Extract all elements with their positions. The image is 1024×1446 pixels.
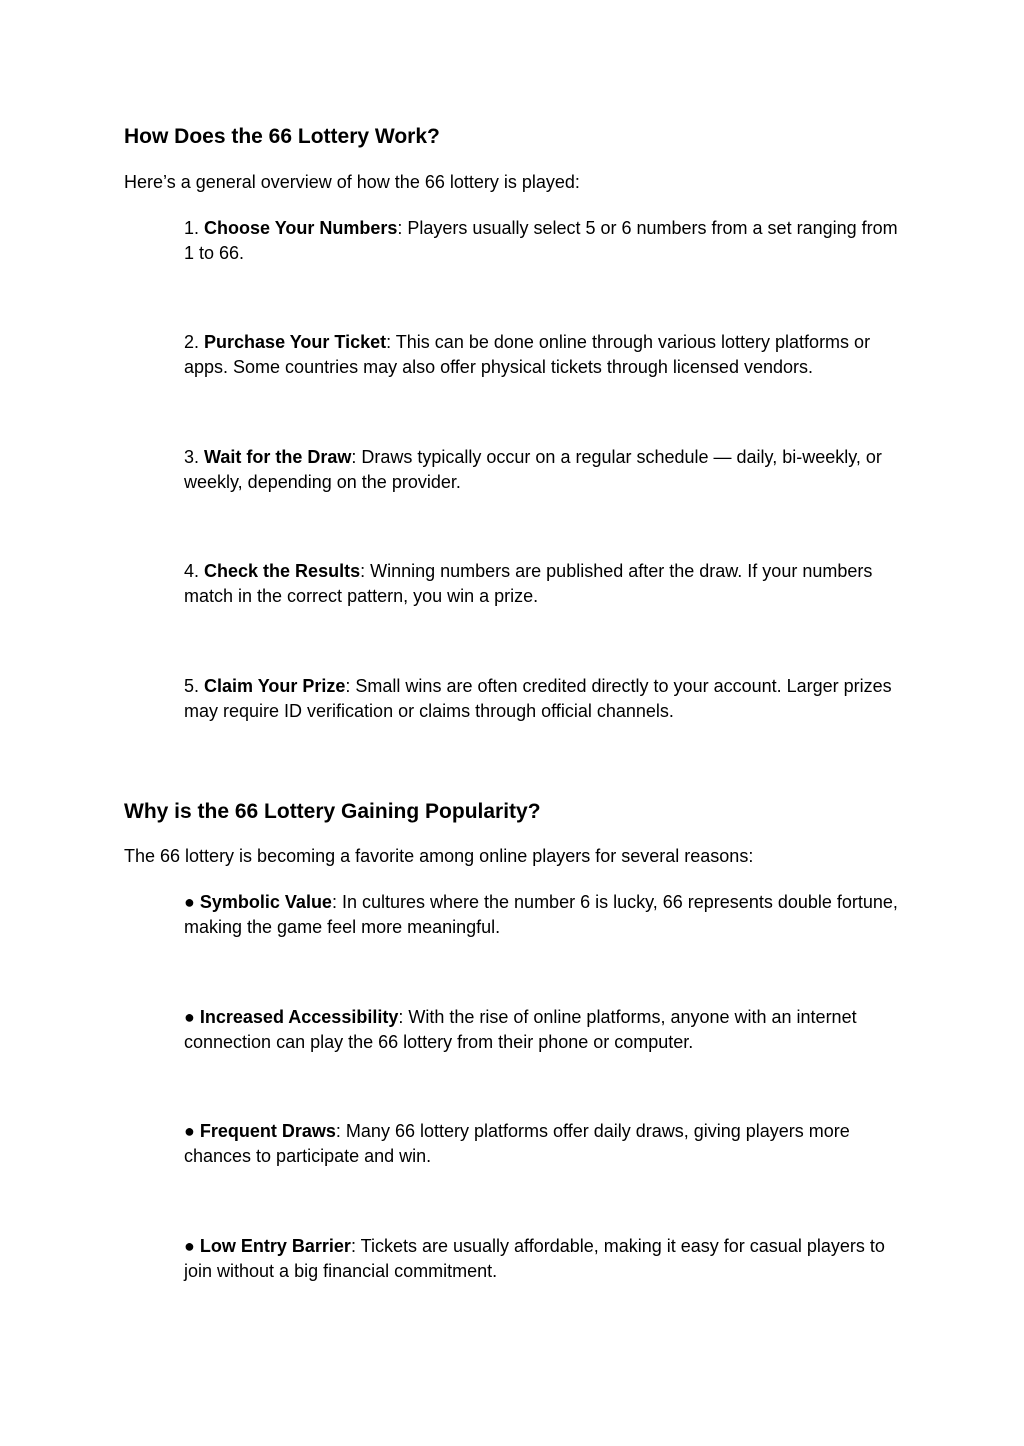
list-item-check-results [184,559,899,609]
list-item-text: : In cultures where the number 6 is lucky, 66 represents double fortune, making the game feel more meaningful. [184,892,898,937]
bullet-icon: ● [184,1236,195,1256]
section-intro-popularity: The 66 lottery is becoming a favorite among online players for several reasons: [124,846,754,866]
list-item-text: : This can be done online through various lottery platforms or apps. Some countries may also offer physical tickets through licensed vendors. [184,332,871,377]
list-item-term: Wait for the Draw [204,447,352,467]
list-item-text: : Small wins are often credited directly to your account. Larger prizes may require ID verification or claims through official channels. [184,676,892,721]
list-item-choose-numbers [184,216,899,266]
list-item-term: Check the Results [204,561,361,581]
list-item-term: Symbolic Value [199,892,332,912]
section-heading-popularity: Why is the 66 Lottery Gaining Popularity? [124,800,541,823]
list-item-accessibility [184,1005,899,1055]
list-item-text: : With the rise of online platforms, anyone with an internet connection can play the 66 lottery from their phone or computer. [184,1007,857,1052]
section-heading-how-it-works: How Does the 66 Lottery Work? [124,125,440,148]
section-intro-how-it-works: Here’s a general overview of how the 66 lottery is played: [124,172,580,192]
list-marker: 4. [184,561,200,581]
list-marker: 1. [184,218,200,238]
list-item-term: Frequent Draws [199,1121,336,1141]
list-marker: 3. [184,447,200,467]
list-item-claim-prize [184,674,899,724]
list-marker: 2. [184,332,200,352]
list-marker: 5. [184,676,200,696]
list-item-term: Claim Your Prize [204,676,346,696]
list-item-term: Purchase Your Ticket [204,332,387,352]
list-item-term: Increased Accessibility [199,1007,399,1027]
list-item-text: : Players usually select 5 or 6 numbers from a set ranging from 1 to 66. [184,218,898,263]
list-item-term: Choose Your Numbers [204,218,398,238]
list-item-text: : Many 66 lottery platforms offer daily draws, giving players more chances to participate and win. [184,1121,850,1166]
bullet-icon: ● [184,1007,195,1027]
list-item-symbolic-value [184,890,899,940]
list-item-frequent-draws [184,1119,899,1169]
list-item-low-entry-barrier [184,1234,899,1284]
list-item-text: : Winning numbers are published after the draw. If your numbers match in the correct pattern, you win a prize. [184,561,873,606]
list-item-term: Low Entry Barrier [199,1236,351,1256]
list-item-wait-draw [184,445,899,495]
list-item-text: : Tickets are usually affordable, making it easy for casual players to join without a big financial commitment. [184,1236,885,1281]
list-item-purchase-ticket [184,330,899,380]
bullet-icon: ● [184,892,195,912]
list-item-text: : Draws typically occur on a regular schedule — daily, bi-weekly, or weekly, depending on the provider. [184,447,882,492]
bullet-icon: ● [184,1121,195,1141]
